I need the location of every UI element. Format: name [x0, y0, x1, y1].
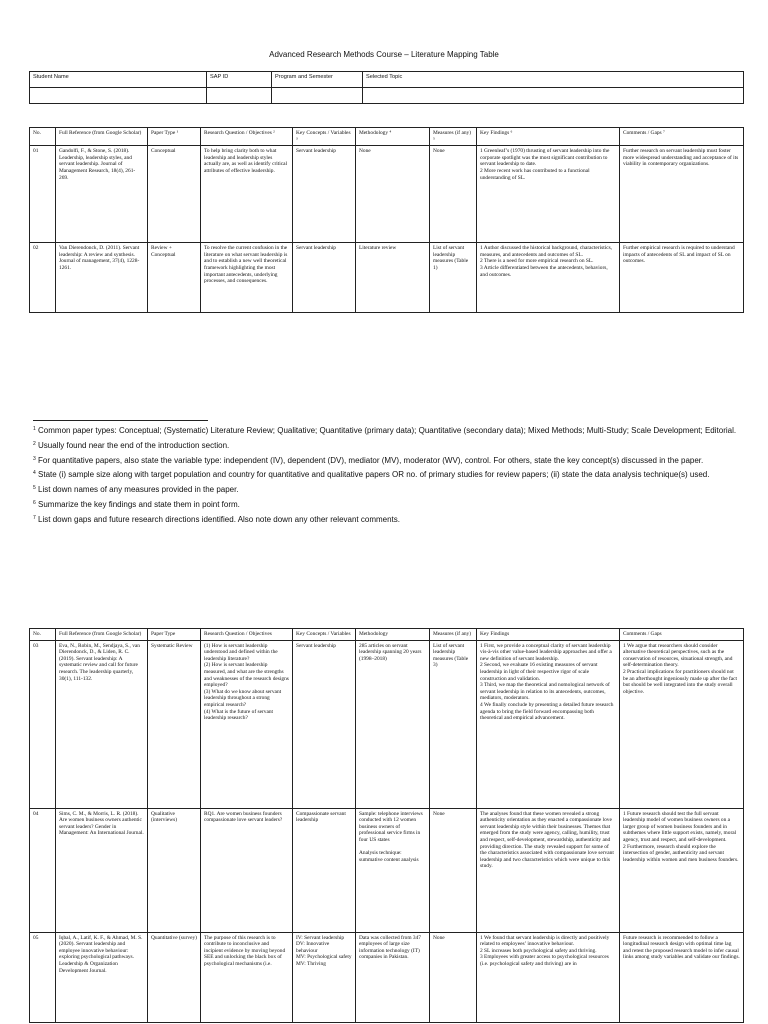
row-measures: None: [430, 808, 477, 932]
header-research-question: Research Question / Objectives: [201, 629, 293, 641]
row-no: 03: [30, 640, 56, 808]
row-methodology: Literature review: [356, 243, 430, 313]
row-reference: Van Dierendonck, D. (2011). Servant leadership: A review and synthesis. Journal of management, 37(4), 1228-1261.: [56, 243, 148, 313]
table-row: [30, 808, 744, 932]
row-comments: Further empirical research is required to understand impacts of antecedents of SL and impact of SL on outcomes.: [620, 243, 744, 313]
row-paper-type: Systematic Review: [148, 640, 201, 808]
row-measures: List of servant leadership measures (Table 3): [430, 640, 477, 808]
row-paper-type: Qualitative (interviews): [148, 808, 201, 932]
footnote-3: $^3$ For quantitative papers, also state the variable type: independent (IV), dependent (DV), mediator (MV), moderator (WV), control. For others, state the key concept(s) discussed in the paper.: [33, 455, 704, 465]
literature-table-2: [29, 628, 744, 1023]
row-research-question: (1) How is servant leadership understood and defined within the leadership literature? (2) How is servant leadership measured, and what are the strengths and weaknesses of the research designs employed? (3) What do we know about servant leadership throughout a strong empirical research? (4) What is the future of servant leadership research?: [201, 640, 293, 808]
row-measures: None: [430, 932, 477, 1022]
program-semester-header: Program and Semester: [272, 72, 363, 88]
header-no: No.: [30, 629, 56, 641]
header-measures: Measures (if any) ⁵: [430, 128, 477, 146]
footnote-5: $^5$ List down names of any measures provided in the paper.: [33, 485, 239, 495]
row-comments: Future research is recommended to follow a longitudinal research design with optimal time lag and retest the proposed research model to infer causal links among study variables and validate our findings.: [620, 932, 744, 1022]
header-comments: Comments / Gaps: [620, 629, 744, 641]
row-key-findings: 1 Author discussed the historical background, characteristics, measures, and antecedents and outcomes of SL. 2 There is a need for more empirical research on SL. 3 Article differentiated between the antecedents, behaviors, and outcomes.: [477, 243, 620, 313]
header-measures: Measures (if any): [430, 629, 477, 641]
row-comments: 1 Future research should test the full servant leadership model of women business owners on a larger group of women business founders and in subthemes where little support exists, namely, moral agency, trust and respect, and self-development. 2 Furthermore, research should explore the intersection of gender, authenticity and servant leadership within women and men business founders.: [620, 808, 744, 932]
selected-topic-cell[interactable]: [363, 88, 744, 104]
sap-id-cell[interactable]: [207, 88, 272, 104]
footnote-1: $^1$ Common paper types: Conceptual; (Systematic) Literature Review; Qualitative; Quantitative (primary data); Quantitative (secondary data); Mixed Methods; Multi-Study; Scale Development; Editorial.: [33, 426, 737, 435]
row-key-concepts: Servant leadership: [293, 640, 356, 808]
row-key-findings: 1 Greenleaf’s (1970) thrusting of servant leadership into the corporate spotlight was the most significant contribution to servant leadership to date. 2 More recent work has contributed to a functional understanding of SL.: [477, 146, 620, 243]
row-no: 05: [30, 932, 56, 1022]
header-key-concepts: Key Concepts / Variables: [293, 629, 356, 641]
row-measures: None: [430, 146, 477, 243]
row-key-concepts: Servant leadership: [293, 243, 356, 313]
table-row: [30, 932, 744, 1022]
student-info-table: [29, 71, 744, 104]
header-key-findings: Key Findings: [477, 629, 620, 641]
row-paper-type: Quantitative (survey): [148, 932, 201, 1022]
footnote-7: $^7$ List down gaps and future research directions identified. Also note down any other relevant comments.: [33, 514, 400, 524]
row-reference: Iqbal, A., Latif, K. F., & Ahmad, M. S. (2020). Servant leadership and employee innovative behaviour: exploring psychological pathways. Leadership & Organization Development Journal.: [56, 932, 148, 1022]
literature-table-1: [29, 127, 744, 313]
row-key-findings: 1 First, we provide a conceptual clarity of servant leadership vis-à-vis other value-based leadership approaches and offer a new definition of servant leadership. 2 Second, we evaluate 16 existing measures of servant leadership in light of their respective rigor of scale construction and validation. 3 Third, we map the theoretical and nomological network of servant leadership in relation to its antecedents, outcomes, mediators, moderators. 4 We finally conclude by presenting a detailed future research agenda to bring the field forward encompassing both theoretical and empirical advancement.: [477, 640, 620, 808]
header-reference: Full Reference (from Google Scholar): [56, 128, 148, 146]
header-methodology: Methodology: [356, 629, 430, 641]
row-research-question: RQ1. Are women business founders compassionate love servant leaders?: [201, 808, 293, 932]
row-measures: List of servant leadership measures (Table 1): [430, 243, 477, 313]
footnote-divider: [33, 420, 208, 421]
header-methodology: Methodology ⁴: [356, 128, 430, 146]
row-reference: Sims, C. M., & Morris, L. R. (2018). Are women business owners authentic servant leaders? Gender in Management: An International Journal.: [56, 808, 148, 932]
row-methodology: None: [356, 146, 430, 243]
row-methodology: Data was collected from 347 employees of large size information technology (IT) companies in Pakistan.: [356, 932, 430, 1022]
row-research-question: To help bring clarity both to what leadership and leadership styles actually are, as well as identify critical attributes of effective leadership.: [201, 146, 293, 243]
row-paper-type: Review + Conceptual: [148, 243, 201, 313]
row-comments: Further research on servant leadership must foster more widespread understanding and acceptance of its viability in contemporary organizations.: [620, 146, 744, 243]
row-methodology: 285 articles on servant leadership spanning 20 years (1998–2018): [356, 640, 430, 808]
row-no: 04: [30, 808, 56, 932]
header-no: No.: [30, 128, 56, 146]
row-reference: Gandolfi, F., & Stone, S. (2018). Leadership, leadership styles, and servant leadership. Journal of Management Research, 18(4), 261-269.: [56, 146, 148, 243]
header-paper-type: Paper Type ¹: [148, 128, 201, 146]
header-key-concepts: Key Concepts / Variables ³: [293, 128, 356, 146]
student-header-row: [30, 72, 744, 88]
table-row: [30, 243, 744, 313]
row-research-question: To resolve the current confusion in the literature on what servant leadership is and to establish a new well theoretical framework highlighting the most important antecedents, underlying processes, and consequences.: [201, 243, 293, 313]
program-semester-cell[interactable]: [272, 88, 363, 104]
header-row: [30, 128, 744, 146]
footnote-4: $^4$ State (i) sample size along with target population and country for quantitative and qualitative papers OR no. of primary studies for review papers; (ii) state the data analysis technique(s) used.: [33, 470, 710, 480]
row-key-concepts: Servant leadership: [293, 146, 356, 243]
student-value-row: [30, 88, 744, 104]
header-reference: Full Reference (from Google Scholar): [56, 629, 148, 641]
row-no: 02: [30, 243, 56, 313]
header-row: [30, 629, 744, 641]
row-methodology: Sample: telephone interviews conducted with 12 women business owners of professional service firms in four US states Analysis technique: summative content analysis: [356, 808, 430, 932]
header-research-question: Research Question / Objectives ²: [201, 128, 293, 146]
row-comments: 1 We argue that researchers should consider alternative theoretical perspectives, such as the conservation of resources, situational strength, and self-determination theory. 2 Practical implications for practitioners should not be an afterthought ingeniously made up after the fact but should be well integrated into the study overall objective.: [620, 640, 744, 808]
footnote-2: $^2$ Usually found near the end of the introduction section.: [33, 440, 230, 450]
row-research-question: The purpose of this research is to contribute to inconclusive and incipient evidence by moving beyond SEE and unlocking the black box of psychological mechanisms (i.e.: [201, 932, 293, 1022]
row-key-concepts: Compassionate servant leadership: [293, 808, 356, 932]
selected-topic-header: Selected Topic: [363, 72, 744, 88]
header-paper-type: Paper Type: [148, 629, 201, 641]
footnotes: [33, 423, 753, 527]
student-name-cell[interactable]: [30, 88, 207, 104]
row-paper-type: Conceptual: [148, 146, 201, 243]
footnote-6: $^6$ Summarize the key findings and state them in point form.: [33, 499, 240, 509]
row-key-findings: The analyses found that these women revealed a strong authenticity orientation as they enacted a compassionate love servant leadership style within their businesses. Themes that emerged from the study were agency, calling, humility, trust and respect, self-development, stewardship, authenticity and providing direction. The study revealed support for some of the characteristics associated with compassionate love servant leadership and two characteristics which were unique to this study.: [477, 808, 620, 932]
row-key-findings: 1 We found that servant leadership is directly and positively related to employees’ innovative behaviour. 2 SL increases both psychological safety and thriving. 3 Employees with greater access to psychological resources (i.e. psychological safety and thriving) are in: [477, 932, 620, 1022]
sap-id-header: SAP ID: [207, 72, 272, 88]
row-no: 01: [30, 146, 56, 243]
page-title: Advanced Research Methods Course – Literature Mapping Table: [269, 50, 499, 59]
table-row: [30, 146, 744, 243]
student-name-header: Student Name: [30, 72, 207, 88]
table-row: [30, 640, 744, 808]
row-reference: Eva, N., Robin, M., Sendjaya, S., van Dierendonck, D., & Liden, R. C. (2019). Servant leadership: A systematic review and call for future research. The leadership quarterly, 30(1), 111-132.: [56, 640, 148, 808]
header-comments: Comments / Gaps ⁷: [620, 128, 744, 146]
header-key-findings: Key Findings ⁶: [477, 128, 620, 146]
row-key-concepts: IV: Servant leadership DV: Innovative behaviour MV: Psychological safety MV: Thriving: [293, 932, 356, 1022]
